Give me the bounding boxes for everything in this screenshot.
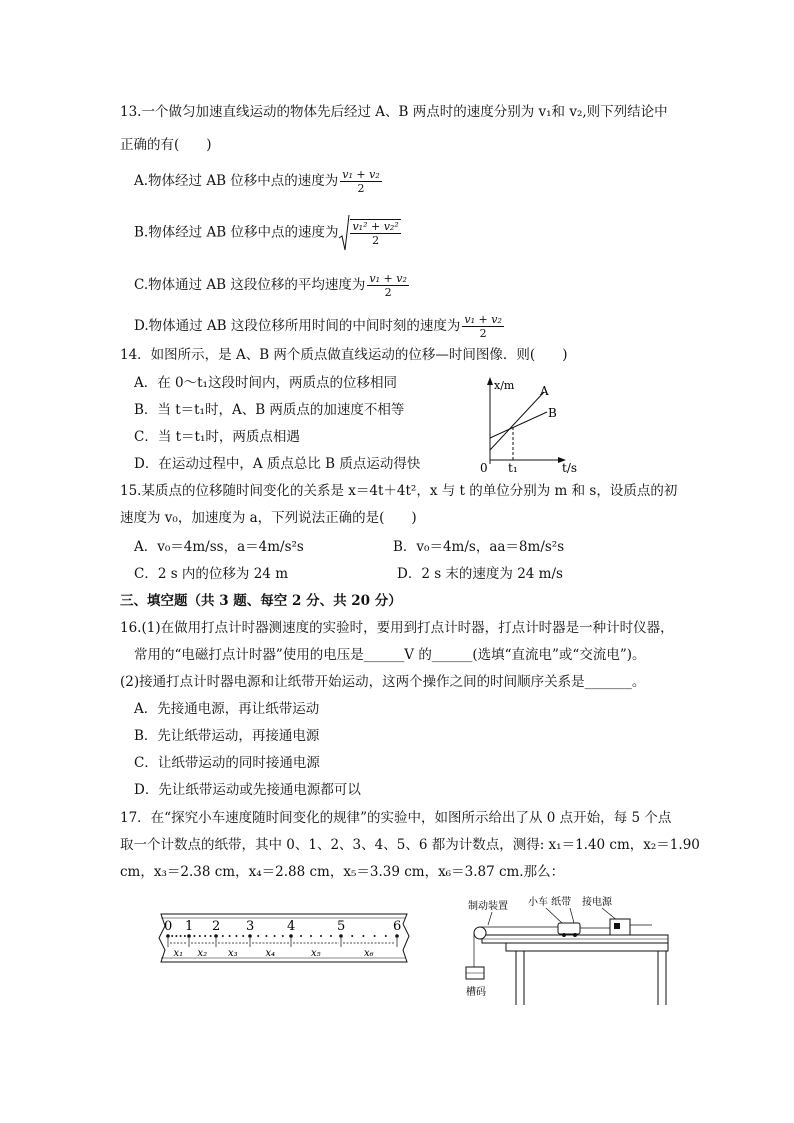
sqrt-sign-icon: [338, 214, 350, 252]
q13-option-c-formula: $\frac{\text{v₁ + v₂}}{2}$: [369, 272, 407, 300]
graph-t1-label: t₁: [508, 461, 518, 475]
graph-x-label: t/s: [562, 461, 578, 475]
cart-icon: [558, 923, 580, 934]
q16-line1: 16.(1)在做用打点计时器测速度的实验时，要用到打点计时器，打点计时器是一种计时仪器，: [120, 620, 674, 636]
q15-option-d: D．2 s 末的速度为 24 m/s: [397, 566, 563, 582]
label-car-tape: 小车 纸带: [528, 897, 572, 908]
q17-line1: 17．在“探究小车速度随时间变化的规律”的实验中，如图所示给出了从 0 点开始，每 5 个点: [120, 810, 672, 826]
q13-option-a: [134, 168, 382, 195]
q14-option-a: A．在 0～t₁这段时间内，两质点的位移相同: [134, 375, 397, 391]
tape-segment-label: x₆: [364, 948, 374, 959]
tape-count-dot: [289, 934, 293, 938]
graph-line-a: [490, 392, 544, 450]
tape-point-label: 6: [393, 919, 402, 934]
q15-option-c: C．2 s 内的位移为 24 m: [134, 566, 288, 582]
graph-label-b: B: [548, 406, 557, 420]
q14-option-b: B．当 t＝t₁时，A、B 两质点的加速度不相等: [134, 402, 405, 418]
graph-line-b: [490, 412, 547, 438]
tape-count-dot: [339, 934, 343, 938]
tape-dot: [385, 935, 387, 937]
tape-point-label: 5: [337, 919, 346, 934]
q16-option-c: C．让纸带运动的同时接通电源: [134, 755, 320, 771]
graph-label-a: A: [540, 384, 549, 398]
tape-dot: [210, 935, 212, 937]
tape-dot: [184, 935, 186, 937]
tape-dot: [362, 935, 364, 937]
q16-option-d: D．先让纸带运动或先接通电源都可以: [134, 782, 361, 798]
pulley-icon: [474, 927, 486, 939]
graph-origin: 0: [480, 461, 488, 475]
q16-option-b: B．先让纸带运动，再接通电源: [134, 728, 320, 744]
q16-line3: (2)接通打点计时器电源和让纸带开始运动，这两个操作之间的时间顺序关系是_______。: [120, 674, 646, 690]
q13-stem-line2: 正确的有( ): [120, 137, 212, 153]
tape-dot: [175, 935, 177, 937]
tape-segment-label: x₅: [311, 948, 321, 959]
q14-xt-graph: [472, 372, 587, 476]
tape-point-label: 1: [185, 919, 194, 934]
tape-dot: [199, 935, 201, 937]
q13-option-d-formula: $\frac{\text{v₁ + v₂}}{2}$: [464, 313, 502, 341]
tape-point-label: 3: [246, 919, 255, 934]
tape-dot: [222, 935, 224, 937]
q13-option-a-text: A.物体经过 AB 位移中点的速度为: [134, 173, 339, 190]
tape-point-label: 2: [212, 919, 221, 934]
q15-stem-line1: 15.某质点的位移随时间变化的关系是 x＝4t＋4t²，x 与 t 的单位分别为 m 和 s，设质点的初: [120, 483, 678, 499]
q15-option-b: B．v₀＝4m/s，aa＝8m/s²s: [393, 539, 565, 555]
tape-point-label: 0: [164, 919, 173, 934]
q16-option-a: A．先接通电源，再让纸带运动: [134, 701, 320, 717]
q13-option-c-text: C.物体通过 AB 这段位移的平均速度为: [134, 277, 366, 294]
q17-line2: 取一个计数点的纸带，其中 0、1、2、3、4、5、6 都为计数点，测得: x₁＝1.40 cm，x₂＝1.90: [120, 837, 700, 853]
q14-option-c: C．当 t＝t₁时，两质点相遇: [134, 429, 300, 445]
q14-option-d: D．在运动过程中，A 质点总比 B 质点运动得快: [134, 456, 421, 472]
q13-option-b: [134, 214, 401, 252]
tape-dot: [265, 935, 267, 937]
y-axis-arrow-icon: [487, 377, 493, 385]
tape-dot: [300, 935, 302, 937]
tape-count-dot: [214, 934, 218, 938]
tape-dot: [274, 935, 276, 937]
tape-dot: [320, 935, 322, 937]
tape-count-dot: [187, 934, 191, 938]
tape-segment-label: x₂: [197, 948, 208, 959]
label-weight: 槽码: [466, 987, 486, 998]
tape-dot: [282, 935, 284, 937]
q17-line3: cm，x₃＝2.38 cm，x₄＝2.88 cm，x₅＝3.39 cm，x₆＝3.87 cm.那么：: [120, 864, 565, 880]
tape-segment-label: x₁: [173, 948, 184, 959]
graph-y-label: x/m: [494, 379, 515, 392]
tape-dot: [229, 935, 231, 937]
tape-dot: [242, 935, 244, 937]
tape-dot: [257, 935, 259, 937]
tape-dot: [235, 935, 237, 937]
section-3-title: 三、填空题（共 3 题、每空 2 分、共 20 分）: [120, 593, 402, 609]
q16-line2: 常用的“电磁打点计时器”使用的电压是______V 的______(选填“直流电”或“交流电”)。: [134, 647, 646, 663]
apparatus-figure: [462, 895, 670, 1013]
q13-stem-line1: 13.一个做匀加速直线运动的物体先后经过 A、B 两点时的速度分别为 v₁和 v₂,则下列结论中: [120, 104, 668, 120]
label-brake-device: 制动装置: [468, 901, 508, 912]
q15-option-a: A．v₀＝4m/ss，a＝4m/s²s: [134, 539, 304, 555]
tape-segment-label: x₃: [228, 948, 238, 959]
tape-dot: [180, 935, 182, 937]
tape-dot: [204, 935, 206, 937]
q13-option-a-formula: $\frac{\text{v₁ + v₂}}{2}$: [342, 168, 380, 196]
tape-segment-label: x₄: [265, 948, 276, 959]
tape-dot: [193, 935, 195, 937]
tape-dot: [351, 935, 353, 937]
table-top: [506, 943, 668, 951]
q13-option-b-text: B.物体经过 AB 位移中点的速度为: [134, 224, 339, 241]
tape-count-dot: [166, 934, 170, 938]
q13-option-d: [134, 313, 504, 340]
tape-dot: [171, 935, 173, 937]
tape-dot: [310, 935, 312, 937]
q13-option-d-text: D.物体通过 AB 这段位移所用时间的中间时刻的速度为: [134, 318, 461, 335]
label-power: 接电源: [582, 897, 612, 908]
paper-tape-figure: [155, 910, 415, 968]
q13-option-b-formula: $\frac{\text{v₁² + v₂²}}{2}$: [338, 214, 400, 252]
q14-stem: 14．如图所示，是 A、B 两个质点做直线运动的位移—时间图像．则( ): [120, 347, 568, 363]
tape-count-dot: [248, 934, 252, 938]
tape-count-dot: [395, 934, 399, 938]
tape-dot: [374, 935, 376, 937]
q13-option-c: [134, 272, 409, 299]
q15-stem-line2: 速度为 v₀，加速度为 a，下列说法正确的是( ): [120, 510, 417, 526]
tape-dot: [330, 935, 332, 937]
tape-point-label: 4: [287, 919, 296, 934]
